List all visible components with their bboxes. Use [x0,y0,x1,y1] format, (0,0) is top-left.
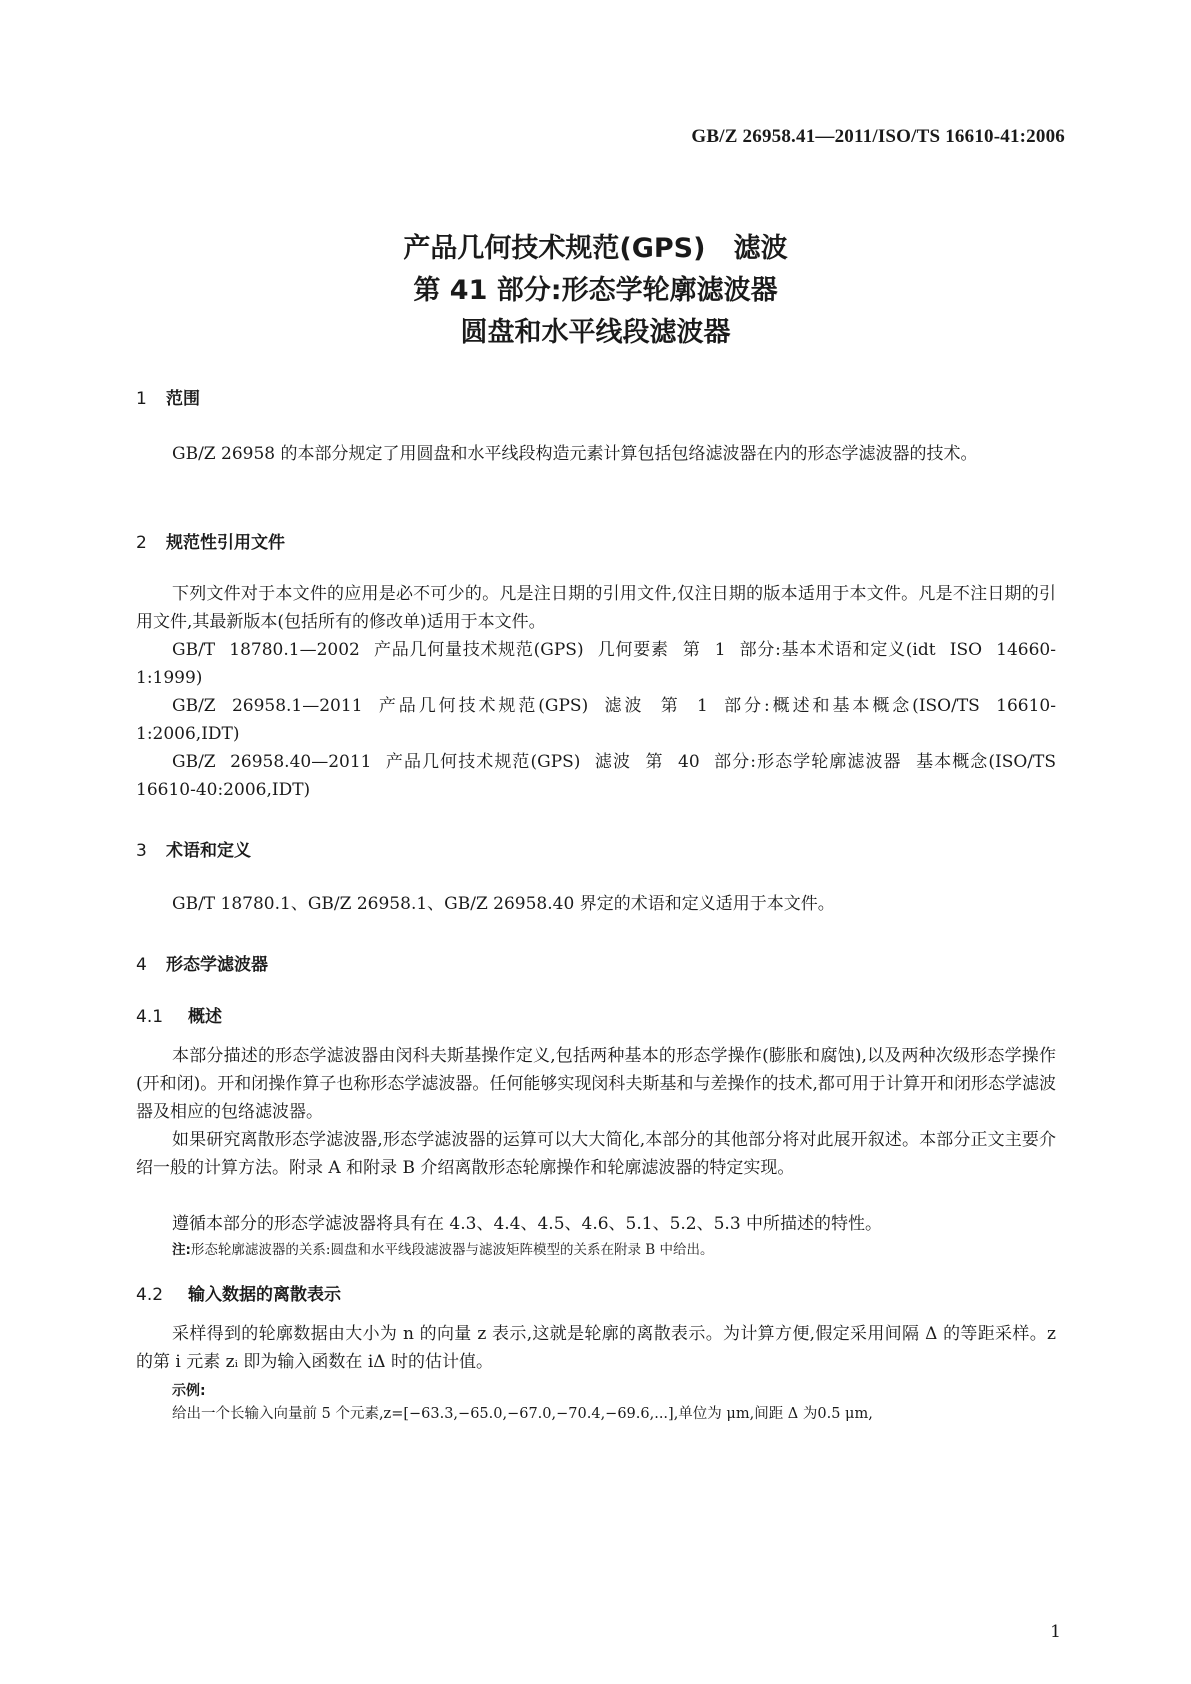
section-4-1-paragraph-3: 遵循本部分的形态学滤波器将具有在 4.3、4.4、4.5、4.6、5.1、5.2、5.3 中所描述的特性。 [172,1214,883,1234]
title-line-1: 产品几何技术规范(GPS) 滤波 [403,233,788,264]
section-4-2-heading [136,1280,341,1305]
note [172,1240,713,1260]
section-4-2-paragraph-1: 采样得到的轮廓数据由大小为 n 的向量 z 表示,这就是轮廓的离散表示。为计算方便,假定采用间隔 Δ 的等距采样。z 的第 i 元素 zᵢ 即为输入函数在 iΔ 时的估计值。 [136,1324,1056,1372]
section-3-heading [136,836,251,861]
section-number: 3 [136,841,147,861]
section-4-1-heading [136,1002,222,1027]
section-4-1-paragraph-1: 本部分描述的形态学滤波器由闵科夫斯基操作定义,包括两种基本的形态学操作(膨胀和腐蚀),以及两种次级形态学操作(开和闭)。开和闭操作算子也称形态学滤波器。任何能够实现闵科夫斯基和与差操作的技术,都可用于计算开和闭形态学滤波器及相应的包络滤波器。 [136,1046,1056,1122]
section-2-intro: 下列文件对于本文件的应用是必不可少的。凡是注日期的引用文件,仅注日期的版本适用于本文件。凡是不注日期的引用文件,其最新版本(包括所有的修改单)适用于本文件。 [136,584,1056,632]
section-title: 输入数据的离散表示 [188,1285,341,1305]
section-title: 形态学滤波器 [166,955,268,975]
note-text: 形态轮廓滤波器的关系:圆盘和水平线段滤波器与滤波矩阵模型的关系在附录 B 中给出。 [190,1242,714,1258]
section-number: 4.1 [136,1007,164,1027]
section-title: 概述 [188,1007,222,1027]
section-1-paragraph: GB/Z 26958 的本部分规定了用圆盘和水平线段构造元素计算包括包络滤波器在内的形态学滤波器的技术。 [172,444,978,464]
title-line-3: 圆盘和水平线段滤波器 [460,317,731,348]
example-label: 示例: [172,1383,206,1399]
page-number: 1 [1050,1622,1061,1642]
section-number: 4 [136,955,147,975]
section-2-heading [136,528,285,553]
section-title: 范围 [166,389,200,409]
example-text: 给出一个长输入向量前 5 个元素,z=[−63.3,−65.0,−67.0,−70.4,−69.6,...],单位为 μm,间距 Δ 为0.5 μm, [172,1406,873,1422]
section-1-heading [136,384,200,409]
title-line-2: 第 41 部分:形态学轮廓滤波器 [413,275,778,306]
reference-item: GB/Z 26958.40—2011 产品几何技术规范(GPS) 滤波 第 40 部分:形态学轮廓滤波器 基本概念(ISO/TS 16610-40:2006,IDT) [136,752,1056,800]
standard-code: GB/Z 26958.41—2011/ISO/TS 16610-41:2006 [691,126,1065,147]
section-title: 规范性引用文件 [166,533,285,553]
section-number: 4.2 [136,1285,164,1305]
note-label: 注: [172,1242,191,1258]
section-3-paragraph: GB/T 18780.1、GB/Z 26958.1、GB/Z 26958.40 界定的术语和定义适用于本文件。 [172,894,835,914]
reference-item: GB/T 18780.1—2002 产品几何量技术规范(GPS) 几何要素 第 1 部分:基本术语和定义(idt ISO 14660-1:1999) [136,640,1056,688]
section-title: 术语和定义 [166,841,251,861]
section-number: 1 [136,389,147,409]
section-4-1-paragraph-2: 如果研究离散形态学滤波器,形态学滤波器的运算可以大大简化,本部分的其他部分将对此展开叙述。本部分正文主要介绍一般的计算方法。附录 A 和附录 B 介绍离散形态轮廓操作和轮廓滤波器的特定实现。 [136,1130,1056,1178]
reference-item: GB/Z 26958.1—2011 产品几何技术规范(GPS) 滤波 第 1 部分:概述和基本概念(ISO/TS 16610-1:2006,IDT) [136,696,1056,744]
section-4-heading [136,950,268,975]
document-title [0,228,1191,354]
section-number: 2 [136,533,147,553]
